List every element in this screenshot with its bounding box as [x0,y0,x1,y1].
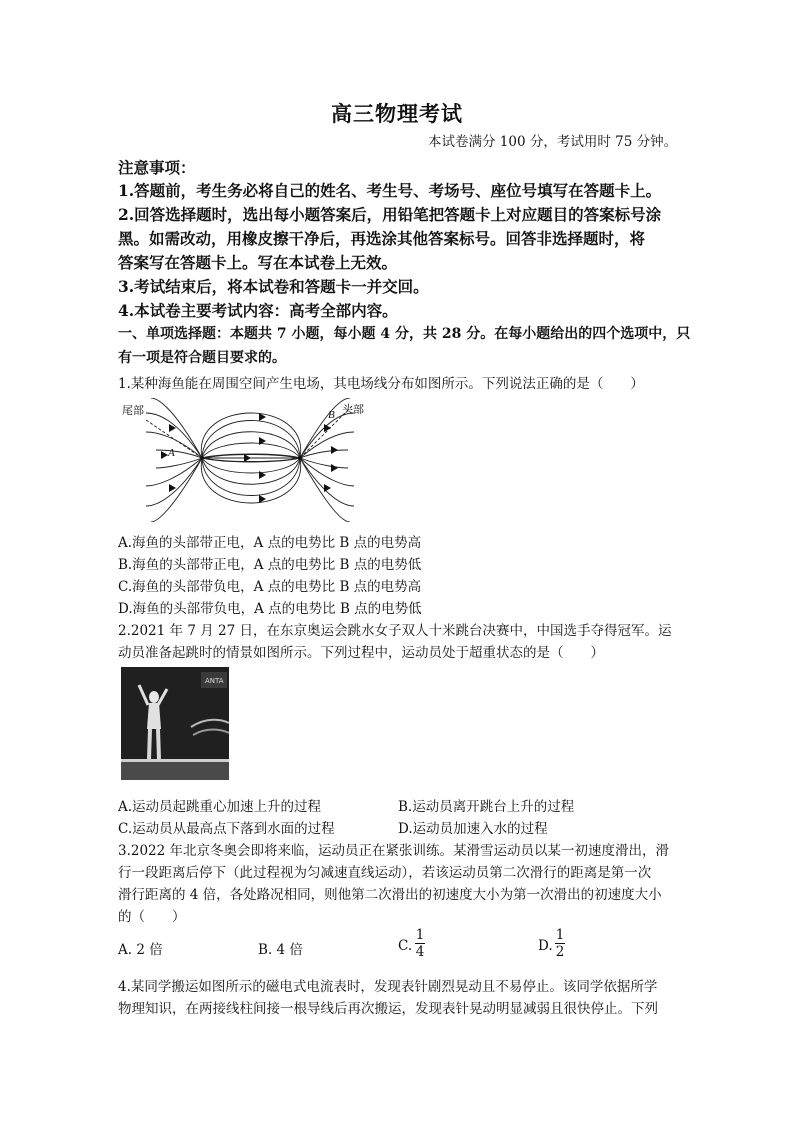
question-3-stem: 的（ ） [118,909,186,925]
note-line: 4.本试卷主要考试内容：高考全部内容。 [118,301,398,320]
point-b-label: B [328,409,335,421]
point-a-label: A [168,447,175,459]
option-a: A. 2 倍 [118,942,163,958]
question-3-stem: 3.2022 年北京冬奥会即将来临，运动员正在紧张训练。某滑雪运动员以某一初速度滑出，滑 [118,843,670,859]
question-4-stem: 物理知识，在两接线柱间接一根导线后再次搬运，发现表针晃动明显减弱且很快停止。下列 [118,1001,658,1017]
question-2-stem: 动员准备起跳时的情景如图所示。下列过程中，运动员处于超重状态的是（ ） [118,645,604,661]
option-b: B.海鱼的头部带正电，A 点的电势比 B 点的电势低 [118,557,422,573]
exam-info: 本试卷满分 100 分，考试用时 75 分钟。 [428,134,678,150]
option-d-fraction: 1 2 [555,927,565,960]
section-heading: 一、单项选择题：本题共 7 小题，每小题 4 分，共 28 分。在每小题给出的四个选项中，只 [118,326,691,342]
section-heading: 有一项是符合题目要求的。 [118,350,286,366]
note-line: 答案写在答题卡上。写在本试卷上无效。 [118,253,398,272]
question-1-stem: 1.某种海鱼能在周围空间产生电场，其电场线分布如图所示。下列说法正确的是（ ） [118,376,644,392]
tail-label: 尾部 [122,405,144,417]
option-d: D.海鱼的头部带负电，A 点的电势比 B 点的电势低 [118,601,422,617]
option-d: D.运动员加速入水的过程 [398,821,548,837]
page-title: 高三物理考试 [331,101,463,126]
question-4-stem: 4.某同学搬运如图所示的磁电式电流表时，发现表针剧烈晃动且不易停止。该同学依据所学 [118,979,658,995]
option-b: B.运动员离开跳台上升的过程 [398,799,575,815]
question-2-stem: 2.2021 年 7 月 27 日，在东京奥运会跳水女子双人十米跳台决赛中，中国选手夺得冠军。运 [118,623,672,639]
diver-photo [121,667,229,780]
head-label: 头部 [342,404,364,416]
notes-heading: 注意事项： [118,158,196,177]
photo-sign: ANTA [205,677,224,685]
option-c-label: C. [398,938,413,954]
option-c: C.运动员从最高点下落到水面的过程 [118,821,335,837]
option-c-fraction: 1 4 [415,927,425,960]
question-3-stem: 行一段距离后停下（此过程视为匀减速直线运动），若该运动员第二次滑行的距离是第一次 [118,865,652,881]
note-line: 2.回答选择题时，选出每小题答案后，用铅笔把答题卡上对应题目的答案标号涂 [118,205,662,224]
question-3-stem: 滑行距离的 4 倍，各处路况相同，则他第二次滑出的初速度大小为第一次滑出的初速度大小 [118,887,662,903]
note-line: 黑。如需改动，用橡皮擦干净后，再选涂其他答案标号。回答非选择题时，将 [118,229,646,248]
option-c: C.海鱼的头部带负电，A 点的电势比 B 点的电势高 [118,579,422,595]
note-line: 1.答题前，考生务必将自己的姓名、考生号、考场号、座位号填写在答题卡上。 [118,181,662,200]
option-a: A.运动员起跳重心加速上升的过程 [118,799,322,815]
option-d-label: D. [538,938,553,954]
option-b: B. 4 倍 [258,942,303,958]
field-lines-figure [116,398,384,522]
option-a: A.海鱼的头部带正电，A 点的电势比 B 点的电势高 [118,535,422,551]
note-line: 3.考试结束后，将本试卷和答题卡一并交回。 [118,277,429,296]
